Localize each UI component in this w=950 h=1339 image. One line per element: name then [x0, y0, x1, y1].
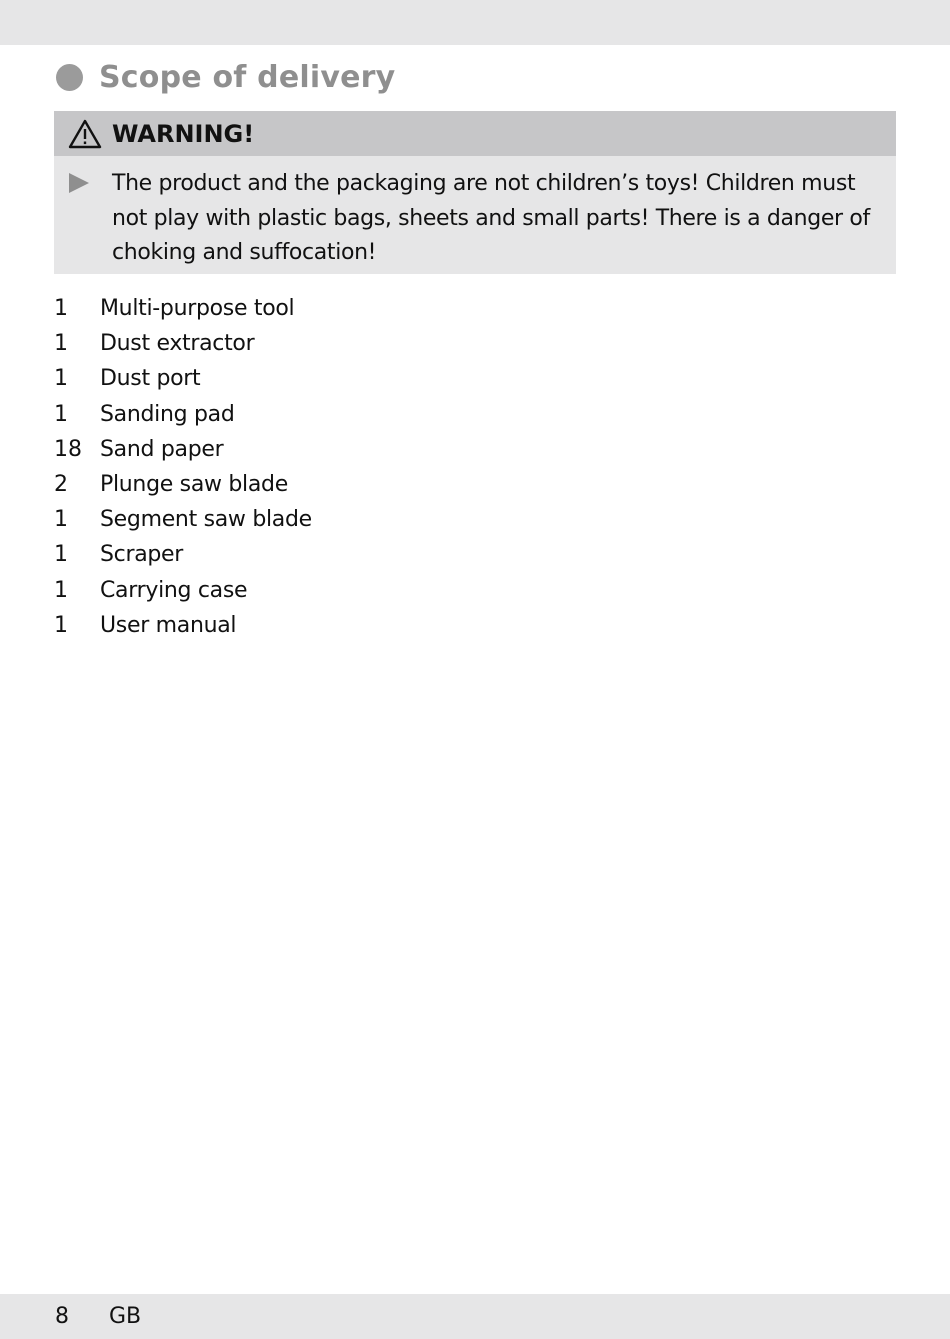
warning-triangle-icon	[68, 119, 102, 149]
page-language: GB	[109, 1304, 142, 1329]
list-item	[54, 326, 654, 361]
item-quantity: 2	[54, 472, 68, 498]
list-item	[54, 361, 654, 396]
item-name: Dust port	[100, 366, 201, 392]
warning-header	[54, 111, 896, 156]
section-title: Scope of delivery	[99, 59, 396, 95]
warning-body	[54, 156, 896, 271]
page-number: 8	[55, 1304, 69, 1329]
delivery-list	[54, 291, 654, 643]
item-quantity: 1	[54, 331, 68, 357]
list-item	[54, 467, 654, 502]
list-item	[54, 291, 654, 326]
item-name: Sanding pad	[100, 401, 235, 427]
item-quantity: 1	[54, 542, 68, 568]
list-item	[54, 502, 654, 537]
item-quantity: 1	[54, 296, 68, 322]
list-item	[54, 432, 654, 467]
item-name: Carrying case	[100, 577, 248, 603]
item-name: Scraper	[100, 542, 184, 568]
item-name: User manual	[100, 612, 237, 638]
item-name: Dust extractor	[100, 331, 255, 357]
item-name: Sand paper	[100, 436, 224, 462]
warning-title: WARNING!	[112, 119, 255, 148]
item-name: Segment saw blade	[100, 507, 312, 533]
top-band	[0, 0, 950, 45]
list-item	[54, 397, 654, 432]
item-name: Plunge saw blade	[100, 472, 288, 498]
item-quantity: 1	[54, 612, 68, 638]
list-item	[54, 608, 654, 643]
item-quantity: 18	[54, 436, 82, 462]
footer-band	[0, 1294, 950, 1339]
warning-text: The product and the packaging are not children’s toys! Children must not play with plastic bags, sheets and small parts! There is a danger of choking and suffocation!	[112, 171, 870, 265]
item-name: Multi-purpose tool	[100, 296, 295, 322]
list-item	[54, 537, 654, 572]
item-quantity: 1	[54, 507, 68, 533]
triangle-arrow-icon	[68, 172, 90, 194]
section-heading	[56, 56, 395, 98]
warning-box	[54, 111, 896, 274]
circle-bullet-icon	[56, 64, 83, 91]
list-item	[54, 573, 654, 608]
item-quantity: 1	[54, 366, 68, 392]
item-quantity: 1	[54, 401, 68, 427]
item-quantity: 1	[54, 577, 68, 603]
